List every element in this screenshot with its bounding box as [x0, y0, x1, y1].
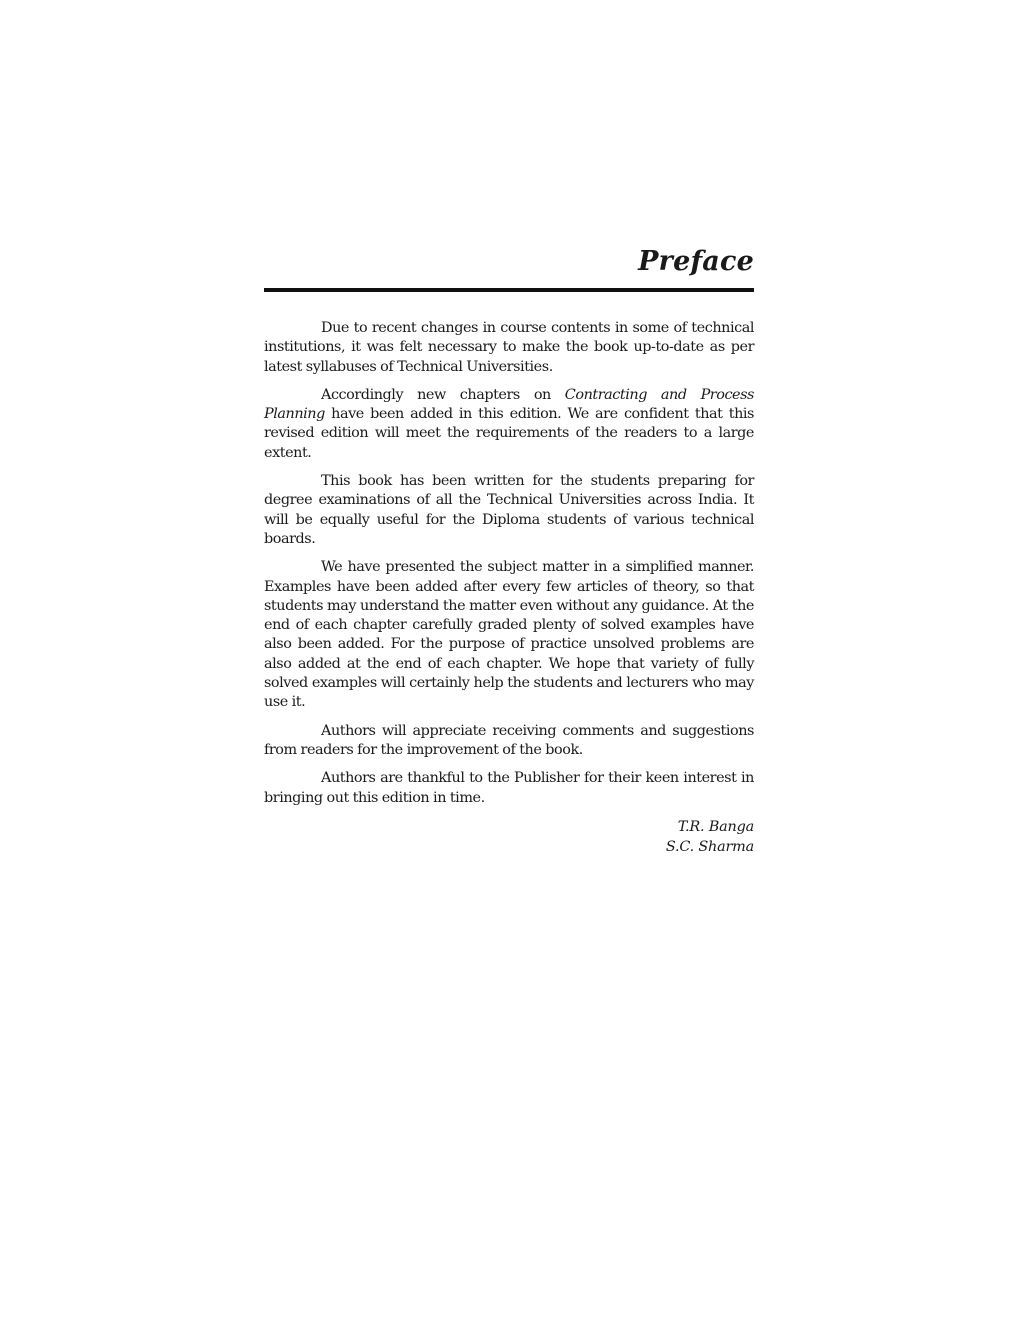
paragraph-6: Authors are thankful to the Publisher for their keen interest in bringing out this edition in time.	[264, 770, 754, 806]
paragraph-5: Authors will appreciate receiving comments and suggestions from readers for the improvement of the book.	[264, 722, 754, 758]
paragraph-2-text-start: Accordingly new chapters on	[321, 386, 565, 403]
author-name-1: T.R. Banga	[677, 818, 754, 835]
page-title: Preface	[638, 246, 754, 277]
title-divider	[264, 288, 754, 292]
paragraph-2-text-end: have been added in this edition. We are confident that this revised edition will meet the requirements of the readers to a large extent.	[264, 406, 754, 461]
paragraph-4: We have presented the subject matter in a simplified manner. Examples have been added after every few articles of theory, so that students may understand the matter even without any guidance. At the end of each chapter carefully graded plenty of solved examples have also been added. For the purpose of practice unsolved problems are also added at the end of each chapter. We hope that variety of fully solved examples will certainly help the students and lecturers who may use it.	[264, 559, 754, 711]
preface-body	[264, 319, 754, 808]
preface-page	[264, 244, 754, 857]
paragraph-1: Due to recent changes in course contents in some of technical institutions, it was felt necessary to make the book up-to-date as per latest syllabuses of Technical Universities.	[264, 320, 754, 375]
paragraph-2-italic-chapters: Contracting and Process Planning	[264, 386, 754, 423]
author-signature	[264, 817, 754, 857]
author-name-2: S.C. Sharma	[665, 838, 754, 855]
paragraph-3: This book has been written for the students preparing for degree examinations of all the Technical Universities across India. It will be equally useful for the Diploma students of various technical boards.	[264, 473, 754, 547]
paragraph-2	[264, 386, 754, 463]
